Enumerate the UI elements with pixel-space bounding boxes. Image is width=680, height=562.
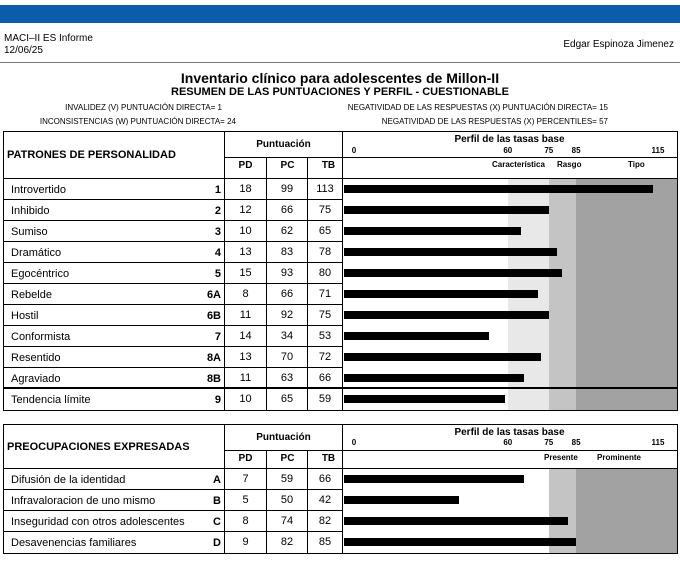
- zone-label-z3: Tipo: [628, 160, 645, 169]
- row-pd: 15: [239, 267, 252, 279]
- row-pd: 12: [239, 204, 252, 216]
- column-divider: [342, 132, 343, 410]
- row-label: Introvertido: [11, 184, 67, 196]
- row-divider: [4, 283, 342, 284]
- row-pd: 13: [239, 351, 252, 363]
- row-tb: 66: [318, 473, 332, 485]
- row-tb: 72: [318, 351, 332, 363]
- row-code: B: [213, 495, 221, 507]
- report-subtitle: RESUMEN DE LAS PUNTUACIONES Y PERFIL - CUESTIONABLE: [171, 86, 509, 98]
- axis-tick-75: 75: [544, 438, 554, 447]
- row-divider: [4, 510, 342, 511]
- axis-tick-60: 60: [503, 438, 513, 447]
- row-code: 9: [214, 394, 221, 406]
- row-tb: 113: [316, 183, 334, 195]
- row-tb: 66: [318, 372, 332, 384]
- puntuacion-label: Puntuación: [256, 432, 311, 443]
- section-divider: [4, 387, 677, 389]
- row-pc: 65: [280, 393, 294, 405]
- col-pc-header: PC: [280, 453, 295, 464]
- validity-x-direct-label: NEGATIVIDAD DE LAS RESPUESTAS (X) PUNTUACIÓN DIRECTA=: [347, 103, 597, 112]
- col-tb-header: TB: [321, 453, 336, 464]
- bar-8B: [344, 374, 524, 382]
- report-name: MACI–II ES Informe: [4, 33, 93, 44]
- row-pd: 5: [242, 494, 249, 506]
- row-tb: 42: [318, 494, 332, 506]
- row-pc: 93: [280, 267, 294, 279]
- row-pc: 34: [280, 330, 294, 342]
- validity-x-direct: [348, 103, 608, 112]
- header-bar: [0, 5, 680, 23]
- row-pc: 70: [280, 351, 294, 363]
- row-divider: [4, 262, 342, 263]
- row-pc: 59: [280, 473, 294, 485]
- row-code: A: [213, 474, 221, 486]
- chart-header-divider: [342, 450, 677, 451]
- row-tb: 75: [318, 309, 332, 321]
- validity-x-percentile-value: 57: [599, 117, 608, 126]
- row-pc: 50: [280, 494, 294, 506]
- row-label: Desavenencias familiares: [11, 537, 137, 549]
- row-pd: 13: [239, 246, 252, 258]
- row-pd: 14: [239, 330, 252, 342]
- row-label: Conformista: [11, 331, 71, 343]
- row-tb: 75: [318, 204, 332, 216]
- chart-header-divider: [342, 157, 677, 158]
- row-code: 6A: [206, 289, 221, 301]
- profile-title: Perfil de las tasas base: [454, 427, 565, 438]
- row-tb: 80: [318, 267, 332, 279]
- validity-x-percentile: [382, 117, 608, 126]
- row-label: Hostil: [11, 310, 39, 322]
- zone-label-z2: Rasgo: [557, 160, 582, 169]
- row-label: Rebelde: [11, 289, 52, 301]
- header-bottom-line: [4, 468, 677, 469]
- axis-tick-0: 0: [351, 146, 357, 155]
- row-code: 8A: [206, 352, 221, 364]
- col-pc-header: PC: [280, 160, 295, 171]
- header-divider: [0, 62, 680, 63]
- bar-B: [344, 496, 459, 504]
- bar-6A: [344, 290, 538, 298]
- row-pc: 62: [280, 225, 294, 237]
- axis-tick-0: 0: [351, 438, 357, 447]
- row-pd: 10: [239, 225, 252, 237]
- col-pd-header: PD: [238, 453, 253, 464]
- row-label: Sumiso: [11, 226, 48, 238]
- row-pd: 9: [242, 536, 249, 548]
- row-divider: [4, 325, 342, 326]
- row-label: Resentido: [11, 352, 61, 364]
- validity-x-direct-value: 15: [599, 103, 608, 112]
- row-divider: [4, 241, 342, 242]
- row-code: 3: [214, 226, 221, 238]
- row-label: Dramático: [11, 247, 62, 259]
- axis-tick-115: 115: [651, 438, 665, 447]
- zone-label-z1: Presente: [544, 453, 578, 462]
- row-label: Agraviado: [11, 373, 61, 385]
- header-divider: [224, 157, 342, 158]
- axis-tick-85: 85: [571, 438, 581, 447]
- personality-table: [3, 131, 678, 411]
- row-pc: 66: [280, 204, 294, 216]
- col-pd-header: PD: [238, 160, 253, 171]
- row-code: 4: [214, 247, 221, 259]
- bar-7: [344, 332, 489, 340]
- row-divider: [4, 304, 342, 305]
- header-divider: [224, 450, 342, 451]
- section-title: PATRONES DE PERSONALIDAD: [7, 149, 176, 161]
- row-code: 6B: [206, 310, 221, 322]
- row-tb: 85: [318, 536, 332, 548]
- row-divider: [4, 489, 342, 490]
- row-tb: 71: [318, 288, 332, 300]
- row-code: 1: [214, 184, 221, 196]
- row-pd: 7: [242, 473, 249, 485]
- zone-85-115: [576, 178, 677, 410]
- row-pc: 74: [280, 515, 294, 527]
- row-code: D: [213, 537, 221, 549]
- row-pd: 11: [239, 372, 252, 384]
- report-title: Inventario clínico para adolescentes de Millon-II: [180, 70, 500, 86]
- row-tb: 53: [318, 330, 332, 342]
- row-pc: 66: [280, 288, 294, 300]
- concerns-table: [3, 424, 678, 554]
- bar-3: [344, 227, 521, 235]
- zone-75-85: [549, 178, 576, 410]
- row-code: 2: [214, 205, 221, 217]
- row-pd: 8: [242, 515, 249, 527]
- axis-tick-75: 75: [544, 146, 554, 155]
- bar-6B: [344, 311, 549, 319]
- row-divider: [4, 367, 342, 368]
- row-pc: 92: [280, 309, 294, 321]
- validity-v: [65, 103, 222, 112]
- col-tb-header: TB: [321, 160, 336, 171]
- section-title: PREOCUPACIONES EXPRESADAS: [7, 441, 190, 453]
- bar-9: [344, 395, 505, 403]
- bar-5: [344, 269, 562, 277]
- row-pc: 82: [280, 536, 294, 548]
- bar-C: [344, 517, 568, 525]
- profile-title: Perfil de las tasas base: [454, 134, 565, 145]
- validity-v-value: 1: [217, 103, 222, 112]
- validity-w: [40, 117, 236, 126]
- bar-8A: [344, 353, 541, 361]
- validity-w-value: 24: [227, 117, 236, 126]
- validity-v-label: INVALIDEZ (V) PUNTUACIÓN DIRECTA=: [65, 103, 216, 112]
- row-tb: 82: [318, 515, 332, 527]
- row-label: Inseguridad con otros adolescentes: [11, 516, 185, 528]
- row-code: C: [213, 516, 221, 528]
- bar-4: [344, 248, 557, 256]
- zone-label-z2: Prominente: [597, 453, 642, 462]
- row-divider: [4, 220, 342, 221]
- row-divider: [4, 531, 342, 532]
- zone-label-z1: Característica: [492, 160, 545, 169]
- bar-1: [344, 185, 653, 193]
- row-label: Tendencia límite: [11, 394, 91, 406]
- axis-tick-60: 60: [503, 146, 513, 155]
- axis-tick-115: 115: [651, 146, 665, 155]
- zone-85-115: [576, 468, 677, 553]
- row-divider: [4, 199, 342, 200]
- row-label: Egocéntrico: [11, 268, 70, 280]
- report-info: [4, 33, 93, 57]
- header-bottom-line: [4, 178, 677, 179]
- row-pd: 8: [242, 288, 249, 300]
- bar-A: [344, 475, 524, 483]
- row-code: 8B: [206, 373, 221, 385]
- report-date: 12/06/25: [4, 45, 43, 56]
- puntuacion-label: Puntuación: [256, 139, 311, 150]
- row-pc: 63: [280, 372, 294, 384]
- row-code: 7: [214, 331, 221, 343]
- validity-w-label: INCONSISTENCIAS (W) PUNTUACIÓN DIRECTA=: [39, 117, 225, 126]
- bar-2: [344, 206, 549, 214]
- row-label: Difusión de la identidad: [11, 474, 126, 486]
- row-divider: [4, 346, 342, 347]
- patient-name: Edgar Espinoza Jimenez: [563, 39, 674, 50]
- axis-tick-85: 85: [571, 146, 581, 155]
- row-pd: 10: [239, 393, 252, 405]
- validity-x-percentile-label: NEGATIVIDAD DE LAS RESPUESTAS (X) PERCENTILES=: [381, 117, 597, 126]
- row-pd: 11: [239, 309, 252, 321]
- bar-D: [344, 538, 576, 546]
- row-pc: 83: [280, 246, 294, 258]
- row-tb: 59: [318, 393, 332, 405]
- row-label: Infravaloracion de uno mismo: [11, 495, 156, 507]
- row-pc: 99: [280, 183, 294, 195]
- row-tb: 78: [318, 246, 332, 258]
- row-tb: 65: [318, 225, 332, 237]
- row-code: 5: [214, 268, 221, 280]
- row-pd: 18: [239, 183, 252, 195]
- row-label: Inhibido: [11, 205, 50, 217]
